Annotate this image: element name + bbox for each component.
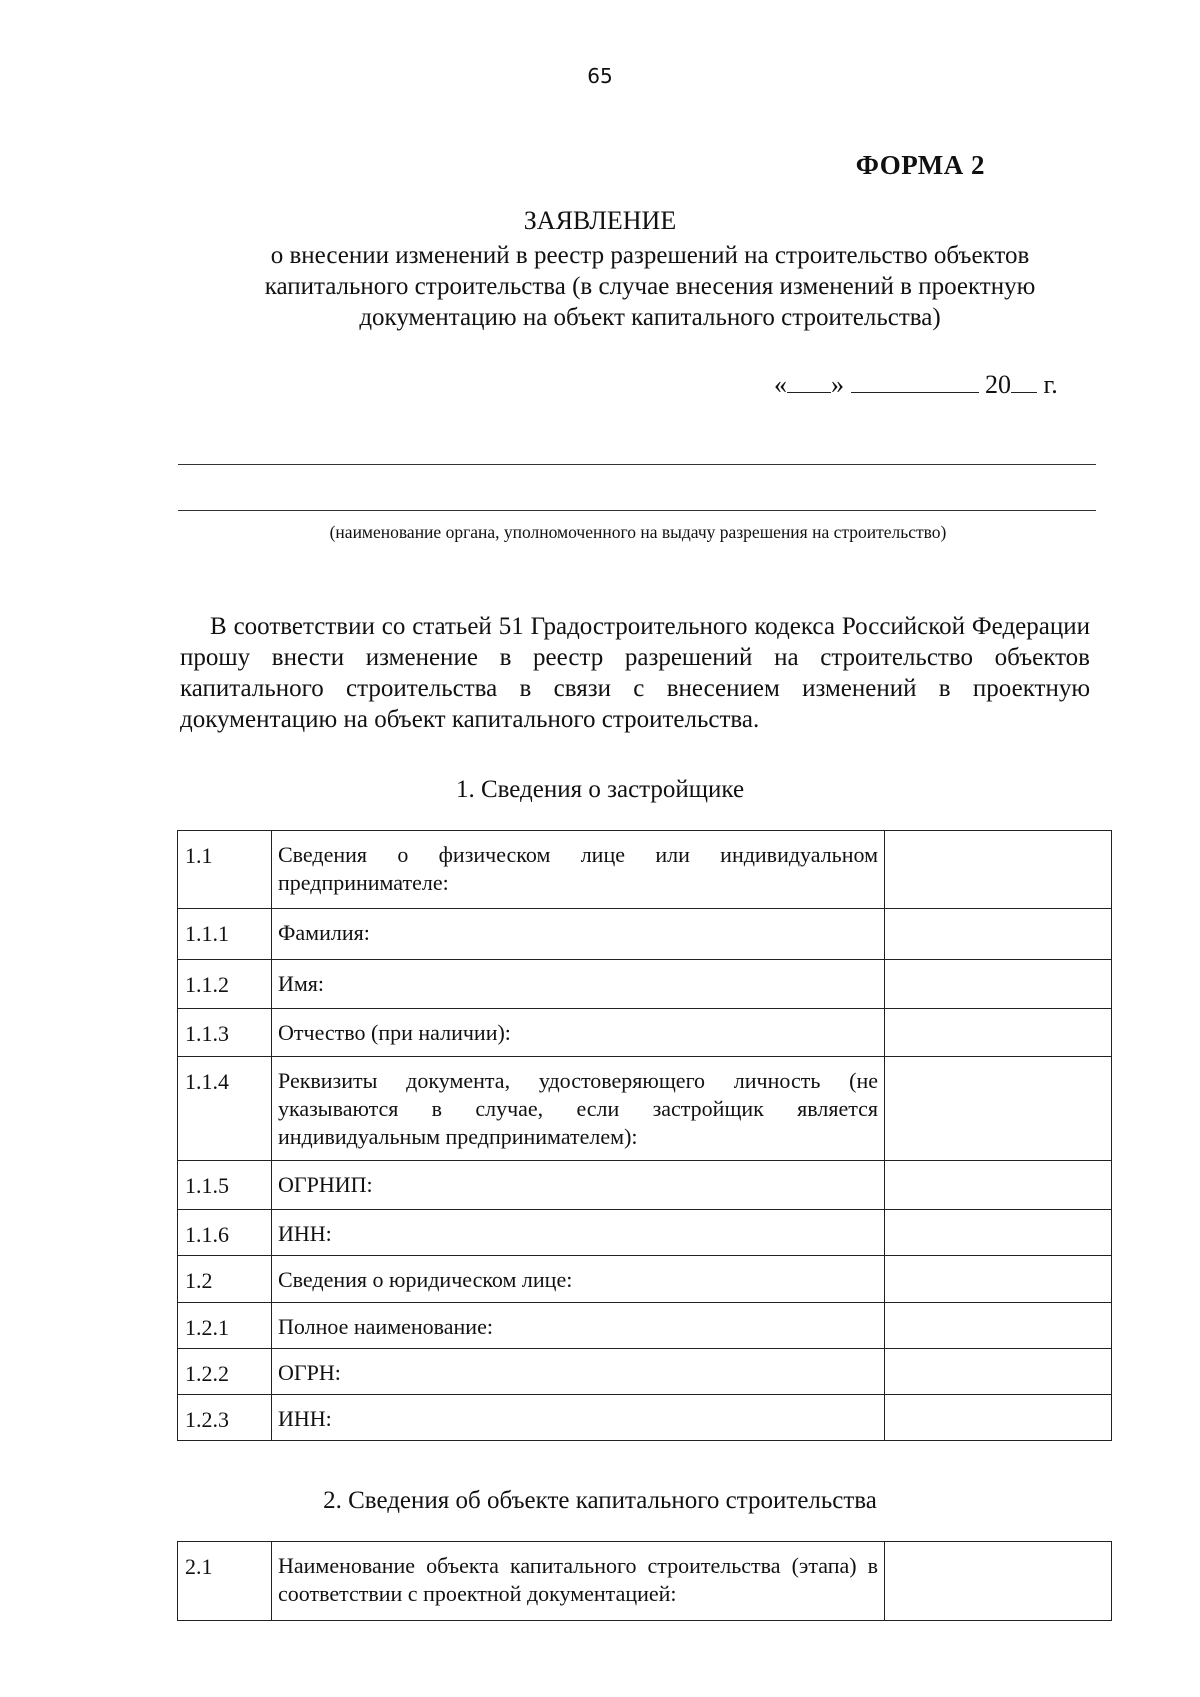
- row-label: ОГРНИП:: [272, 1161, 885, 1210]
- page-number: 65: [587, 64, 613, 88]
- row-number: 1.1.1: [178, 909, 272, 960]
- row-label: Сведения о юридическом лице:: [272, 1256, 885, 1303]
- table-row: [178, 1009, 1112, 1057]
- document-subtitle: о внесении изменений в реестр разрешений на строительство объектов капитального строительства (в случае внесения изменений в проектную документацию на объект капитального строительства): [264, 242, 1036, 331]
- row-value-cell[interactable]: [885, 960, 1112, 1009]
- row-number: 1.1.4: [178, 1057, 272, 1161]
- row-label: Реквизиты документа, удостоверяющего личность (не указываются в случае, если застройщик является индивидуальным предпринимателем):: [272, 1057, 885, 1161]
- row-number: 1.1.5: [178, 1161, 272, 1210]
- row-number: 1.1.6: [178, 1210, 272, 1256]
- row-number: 1.1.2: [178, 960, 272, 1009]
- form-label: ФОРМА 2: [855, 150, 985, 180]
- row-value-cell[interactable]: [885, 909, 1112, 960]
- table-row: [178, 1349, 1112, 1395]
- row-label: Имя:: [272, 960, 885, 1009]
- table-row: [178, 960, 1112, 1009]
- year-blank[interactable]: [1011, 370, 1037, 393]
- construction-object-table: [177, 1541, 1112, 1621]
- authority-line-2[interactable]: [178, 510, 1096, 511]
- table-row: [178, 831, 1112, 909]
- row-value-cell[interactable]: [885, 831, 1112, 909]
- row-label: ИНН:: [272, 1395, 885, 1441]
- table-row: [178, 1256, 1112, 1303]
- row-label: Наименование объекта капитального строительства (этапа) в соответствии с проектной документацией:: [272, 1542, 885, 1621]
- day-blank[interactable]: [787, 370, 831, 393]
- row-label: ОГРН:: [272, 1349, 885, 1395]
- developer-info-table: [177, 830, 1112, 1441]
- date-line: [774, 370, 1058, 400]
- authority-line-1[interactable]: [178, 464, 1096, 465]
- date-open-quote: «: [774, 370, 787, 399]
- row-value-cell[interactable]: [885, 1210, 1112, 1256]
- row-number: 1.2.2: [178, 1349, 272, 1395]
- section2-heading: 2. Сведения об объекте капитального строительства: [323, 1487, 877, 1514]
- table-row: [178, 1057, 1112, 1161]
- table-row: [178, 1210, 1112, 1256]
- section1-heading: 1. Сведения о застройщике: [455, 776, 745, 803]
- row-value-cell[interactable]: [885, 1395, 1112, 1441]
- row-label: ИНН:: [272, 1210, 885, 1256]
- document-title: ЗАЯВЛЕНИЕ: [523, 206, 677, 235]
- row-number: 1.2.3: [178, 1395, 272, 1441]
- row-value-cell[interactable]: [885, 1349, 1112, 1395]
- year-suffix: г.: [1043, 370, 1058, 399]
- row-number: 1.1.3: [178, 1009, 272, 1057]
- row-value-cell[interactable]: [885, 1256, 1112, 1303]
- table-row: [178, 1161, 1112, 1210]
- row-value-cell[interactable]: [885, 1303, 1112, 1349]
- row-value-cell[interactable]: [885, 1057, 1112, 1161]
- date-close-quote: »: [831, 370, 844, 399]
- year-prefix: 20: [985, 370, 1011, 399]
- row-number: 1.2: [178, 1256, 272, 1303]
- row-value-cell[interactable]: [885, 1161, 1112, 1210]
- authority-caption: (наименование органа, уполномоченного на выдачу разрешения на строительство): [329, 522, 947, 542]
- row-number: 2.1: [178, 1542, 272, 1621]
- table-row: [178, 1303, 1112, 1349]
- month-blank[interactable]: [851, 370, 979, 393]
- request-paragraph: В соответствии со статьей 51 Градостроительного кодекса Российской Федерации прошу внести изменение в реестр разрешений на строительство объектов капитального строительства в связи с внесением изменений в проектную документацию на объект капитального строительства.: [180, 613, 1090, 733]
- table-row: [178, 1542, 1112, 1621]
- row-value-cell[interactable]: [885, 1542, 1112, 1621]
- row-number: 1.2.1: [178, 1303, 272, 1349]
- row-label: Отчество (при наличии):: [272, 1009, 885, 1057]
- row-number: 1.1: [178, 831, 272, 909]
- row-label: Полное наименование:: [272, 1303, 885, 1349]
- row-label: Сведения о физическом лице или индивидуальном предпринимателе:: [272, 831, 885, 909]
- table-row: [178, 909, 1112, 960]
- row-value-cell[interactable]: [885, 1009, 1112, 1057]
- table-row: [178, 1395, 1112, 1441]
- row-label: Фамилия:: [272, 909, 885, 960]
